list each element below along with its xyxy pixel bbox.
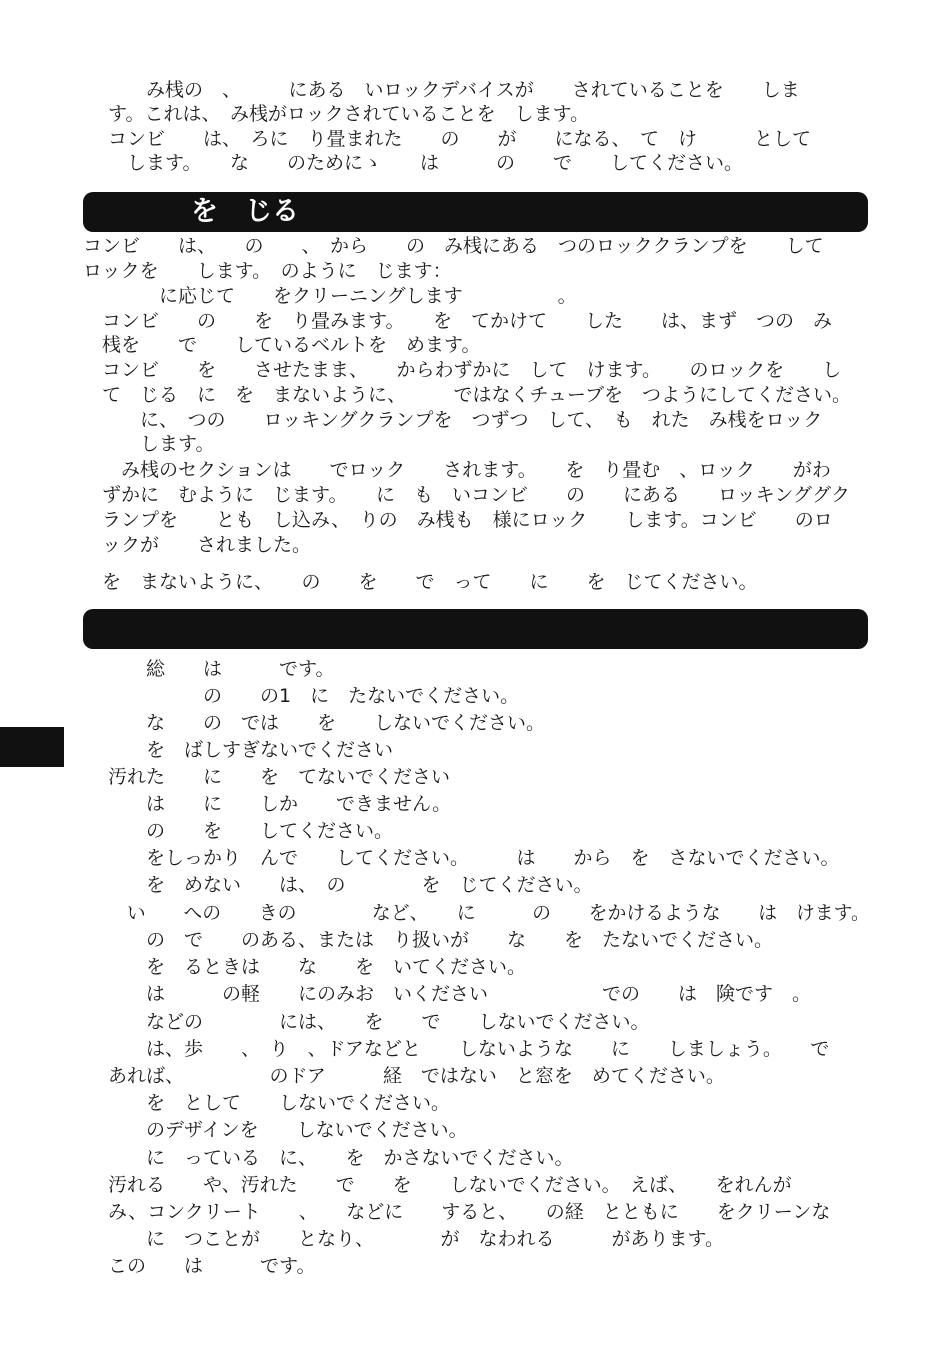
- section2-line: を めない は、 の を じてください。: [108, 874, 593, 896]
- section2-line: な の では を しないでください。: [108, 712, 546, 734]
- section1-line: ックが されました。: [83, 534, 312, 556]
- section2-line: 総 は です。: [108, 658, 335, 680]
- section2-line: を として しないでください。: [108, 1092, 451, 1114]
- section2-line: の を してください。: [108, 820, 394, 842]
- side-tab-marker: [0, 727, 64, 767]
- section-heading-bar: [83, 192, 868, 232]
- section2-line: 汚れた に を てないでください: [108, 766, 451, 788]
- section2-line: に っている に、 を かさないでください。: [108, 1147, 574, 1169]
- intro-line: します。 な のためにゝ は の で してください。: [108, 152, 743, 174]
- section2-line: を ばしすぎないでください: [108, 739, 394, 761]
- section2-line: は の軽 にのみお いください での は 険です 。: [108, 983, 812, 1005]
- section1-line: コンビ は、 の 、 から の み桟にある つのロッククランプを して: [83, 235, 824, 257]
- section1-line: て じる に を まないように、 ではなくチューブを つようにしてください。: [83, 384, 851, 406]
- section1-line: に、 つの ロッキングクランプを つずつ して、 も れた み桟をロック: [83, 409, 823, 431]
- section2-line: この は です。: [108, 1255, 316, 1277]
- section1-line: 桟を で しているベルトを めます。: [83, 334, 481, 356]
- section1-line: ロックを します。 のように じます：: [83, 260, 452, 282]
- section1-line: コンビ を させたまま、 からわずかに して けます。 のロックを し: [83, 359, 842, 381]
- section2-line: のデザインを しないでください。: [108, 1119, 468, 1141]
- section2-line: をしっかり んで してください。 は から を さないでください。: [108, 847, 840, 869]
- section2-line: は に しか できません。: [108, 793, 452, 815]
- section2-line: み、コンクリート 、 などに すると、 の経 とともに をクリーンな: [108, 1201, 831, 1223]
- section1-line: に応じて をクリーニングします 。: [83, 285, 577, 307]
- section1-line: み桟のセクションは でロック されます。 を り畳む 、ロック がわ: [83, 459, 831, 481]
- section1-line: します。: [83, 433, 215, 455]
- section2-line: い への きの など、 に の をかけるような は けます。: [108, 902, 870, 924]
- section-heading-title: を じる: [83, 196, 299, 227]
- section1-note: を まないように、 の を で って に を じてください。: [83, 571, 758, 593]
- intro-line: コンビ は、 ろに り畳まれた の が になる、 て け として: [108, 128, 812, 150]
- section2-line: は、歩 、 り 、ドアなどと しないような に しましょう。 で: [108, 1038, 830, 1060]
- section2-line: 汚れる や、汚れた で を しないでください。 えば、 をれんが: [108, 1174, 792, 1196]
- section2-line: に つことが となり、 が なわれる があります。: [108, 1228, 724, 1250]
- section2-line: あれば、 のドア 経 ではない と窓を めてください。: [108, 1065, 725, 1087]
- section1-line: コンビ の を り畳みます。 を てかけて した は、まず つの み: [83, 310, 832, 332]
- intro-line: す。これは、 み桟がロックされていることを します。: [108, 103, 590, 125]
- section2-line: などの には、 を で しないでください。: [108, 1011, 650, 1033]
- section2-line: の の1 に たないでください。: [108, 685, 520, 707]
- intro-line: み桟の 、 にある いロックデバイスが されていることを しま: [108, 79, 800, 101]
- section2-line: を るときは な を いてください。: [108, 956, 527, 978]
- section-heading-bar: [83, 609, 868, 649]
- section1-line: ずかに むように じます。 に も いコンビ の にある ロッキンググク: [83, 484, 851, 506]
- section2-line: の で のある、または り扱いが な を たないでください。: [108, 929, 774, 951]
- section1-line: ランプを とも し込み、 りの み桟も 様にロック します。コンビ のロ: [83, 509, 833, 531]
